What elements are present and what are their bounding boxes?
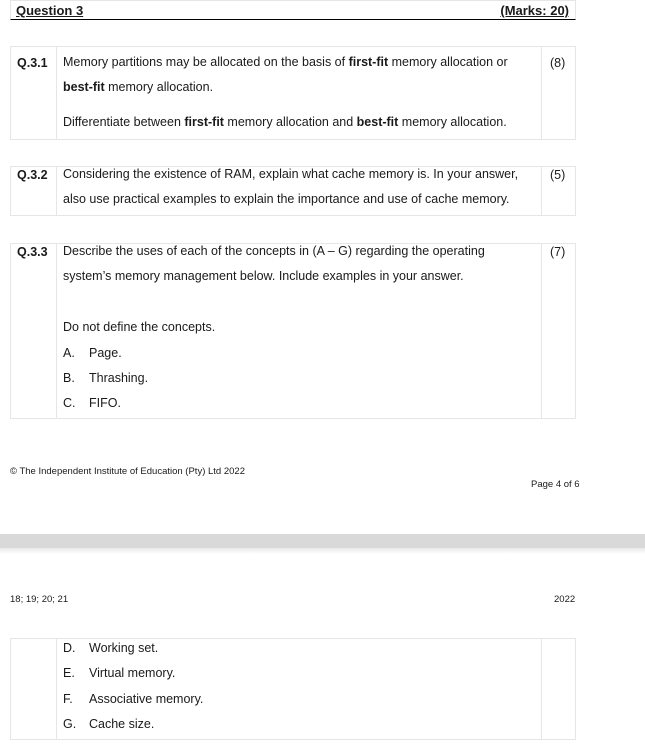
q33-number-cell <box>10 243 57 419</box>
list-letter: C. <box>63 396 76 410</box>
page-break <box>0 534 645 548</box>
q32-line1: Considering the existence of RAM, explain what cache memory is. In your answer, <box>63 167 519 181</box>
question-marks: (Marks: 20) <box>500 3 569 18</box>
footer-page-number: Page 4 of 6 <box>531 479 580 490</box>
q31-line3: Differentiate between first-fit memory allocation and best-fit memory allocation. <box>63 115 507 129</box>
q33-line2: system’s memory management below. Include examples in your answer. <box>63 269 464 283</box>
list-item <box>63 692 203 706</box>
list-text: Page. <box>89 346 122 360</box>
list-letter: F. <box>63 692 73 706</box>
next-page-header-right: 2022 <box>554 594 576 605</box>
list-letter: A. <box>63 346 75 360</box>
q32-number: Q.3.2 <box>17 168 48 182</box>
q33-cont-number-cell <box>10 638 57 740</box>
list-item <box>63 641 158 655</box>
list-letter: D. <box>63 641 76 655</box>
q31-marks: (8) <box>550 56 566 70</box>
question-header <box>10 0 576 20</box>
q33-instruction: Do not define the concepts. <box>63 320 216 334</box>
q33-marks: (7) <box>550 245 566 259</box>
list-letter: E. <box>63 666 75 680</box>
q32-marks: (5) <box>550 168 566 182</box>
list-letter: B. <box>63 371 75 385</box>
q31-line1: Memory partitions may be allocated on the basis of first-fit memory allocation or <box>63 55 508 69</box>
page-break-shadow <box>0 548 645 554</box>
list-text: Cache size. <box>89 717 155 731</box>
list-letter: G. <box>63 717 77 731</box>
q33-number: Q.3.3 <box>17 245 48 259</box>
q33-cont-marks-cell <box>541 638 576 740</box>
question-title: Question 3 <box>16 3 84 18</box>
list-item <box>63 396 121 410</box>
q31-line2: best-fit memory allocation. <box>63 80 214 94</box>
footer-copyright: © The Independent Institute of Education (Pty) Ltd 2022 <box>10 466 245 477</box>
list-text: Virtual memory. <box>89 666 176 680</box>
q33-marks-cell <box>541 243 576 419</box>
q32-line2: also use practical examples to explain the importance and use of cache memory. <box>63 192 510 206</box>
list-text: Associative memory. <box>89 692 204 706</box>
list-item <box>63 371 148 385</box>
list-text: Thrashing. <box>89 371 149 385</box>
q33-line1: Describe the uses of each of the concepts in (A – G) regarding the operating <box>63 244 485 258</box>
q31-number: Q.3.1 <box>17 56 48 70</box>
list-item <box>63 346 122 360</box>
next-page-header-left: 18; 19; 20; 21 <box>10 594 69 605</box>
list-text: Working set. <box>89 641 159 655</box>
list-item <box>63 717 154 731</box>
list-item <box>63 666 175 680</box>
list-text: FIFO. <box>89 396 121 410</box>
